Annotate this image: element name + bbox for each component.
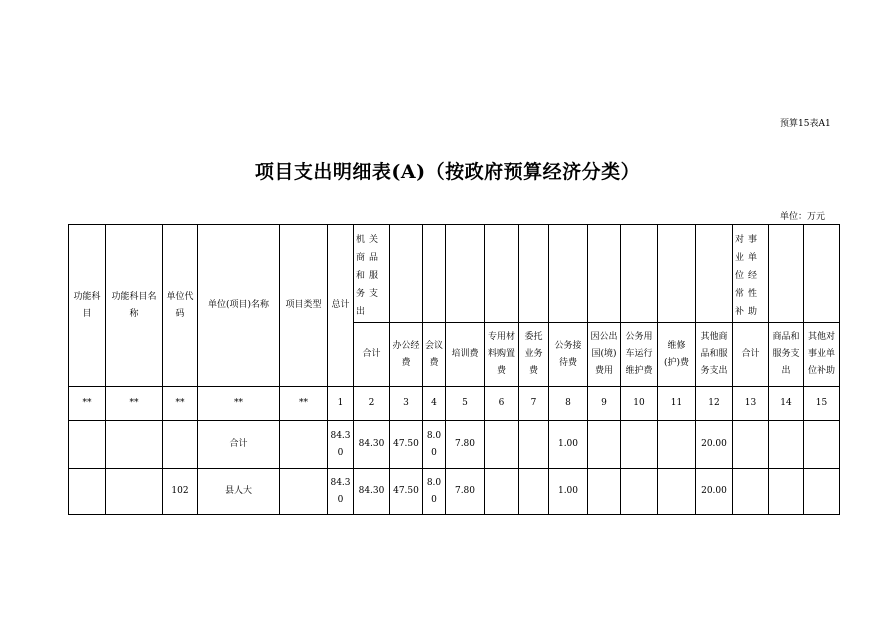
index-cell: ** xyxy=(280,387,328,421)
cell-project-type xyxy=(280,469,328,515)
cell-unit-code xyxy=(163,421,198,469)
header-blank xyxy=(423,225,446,323)
header-entrusted: 委托业务费 xyxy=(519,323,549,387)
header-project-type: 项目类型 xyxy=(280,225,328,387)
cell-vehicle xyxy=(621,469,658,515)
header-total: 总计 xyxy=(328,225,354,387)
header-meeting: 会议费 xyxy=(423,323,446,387)
index-cell: ** xyxy=(198,387,280,421)
index-cell: 9 xyxy=(588,387,621,421)
index-cell: 7 xyxy=(519,387,549,421)
cell-unit-code: 102 xyxy=(163,469,198,515)
cell-other-subsidy xyxy=(804,421,840,469)
cell-abroad xyxy=(588,421,621,469)
cell-goods-services xyxy=(769,421,804,469)
index-cell: 5 xyxy=(446,387,485,421)
cell-func-subject-name xyxy=(106,469,163,515)
header-subsidy-subtotal: 合计 xyxy=(733,323,769,387)
page-title: 项目支出明细表(A)（按政府预算经济分类） xyxy=(254,161,641,183)
cell-abroad xyxy=(588,469,621,515)
index-cell: ** xyxy=(106,387,163,421)
index-cell: 12 xyxy=(696,387,733,421)
expenditure-table xyxy=(68,224,840,515)
header-blank xyxy=(804,225,840,323)
form-number: 预算15表A1 xyxy=(780,119,831,129)
cell-reception: 1.00 xyxy=(549,421,588,469)
header-blank xyxy=(485,225,519,323)
cell-meeting: 8.00 xyxy=(423,469,446,515)
header-other-subsidy: 其他对事业单位补助 xyxy=(804,323,840,387)
cell-func-subject-name xyxy=(106,421,163,469)
header-training: 培训费 xyxy=(446,323,485,387)
header-blank xyxy=(588,225,621,323)
cell-maintenance xyxy=(658,469,696,515)
header-vehicle: 公务用车运行维护费 xyxy=(621,323,658,387)
cell-goods-services xyxy=(769,469,804,515)
index-cell: 1 xyxy=(328,387,354,421)
cell-project-type xyxy=(280,421,328,469)
cell-other-goods: 20.00 xyxy=(696,469,733,515)
header-blank xyxy=(446,225,485,323)
cell-vehicle xyxy=(621,421,658,469)
cell-training: 7.80 xyxy=(446,469,485,515)
header-abroad: 因公出国(境)费用 xyxy=(588,323,621,387)
index-cell: 4 xyxy=(423,387,446,421)
index-cell: 3 xyxy=(390,387,423,421)
cell-name: 县人大 xyxy=(198,469,280,515)
header-materials: 专用材料购置费 xyxy=(485,323,519,387)
index-cell: ** xyxy=(163,387,198,421)
cell-subtotal: 84.30 xyxy=(354,421,390,469)
cell-entrusted xyxy=(519,421,549,469)
index-cell: 8 xyxy=(549,387,588,421)
header-agency-goods-services: 机关商品和服务支出 xyxy=(354,225,390,323)
header-blank xyxy=(621,225,658,323)
index-cell: 14 xyxy=(769,387,804,421)
index-cell: 6 xyxy=(485,387,519,421)
header-blank xyxy=(549,225,588,323)
header-blank xyxy=(390,225,423,323)
cell-materials xyxy=(485,421,519,469)
cell-entrusted xyxy=(519,469,549,515)
cell-materials xyxy=(485,469,519,515)
table-row xyxy=(69,421,840,469)
header-other-goods: 其他商品和服务支出 xyxy=(696,323,733,387)
cell-training: 7.80 xyxy=(446,421,485,469)
index-cell: 11 xyxy=(658,387,696,421)
cell-meeting: 8.00 xyxy=(423,421,446,469)
header-office: 办公经费 xyxy=(390,323,423,387)
header-maintenance: 维修(护)费 xyxy=(658,323,696,387)
header-unit-code: 单位代码 xyxy=(163,225,198,387)
cell-total: 84.30 xyxy=(328,421,354,469)
index-cell: ** xyxy=(69,387,106,421)
header-func-subject-name: 功能科目名称 xyxy=(106,225,163,387)
table-row xyxy=(69,469,840,515)
header-func-subject: 功能科目 xyxy=(69,225,106,387)
header-subsidy-public: 对事业单位经常性补助 xyxy=(733,225,769,323)
cell-subtotal: 84.30 xyxy=(354,469,390,515)
header-blank xyxy=(769,225,804,323)
cell-subsidy-subtotal xyxy=(733,421,769,469)
header-blank xyxy=(519,225,549,323)
cell-other-subsidy xyxy=(804,469,840,515)
cell-reception: 1.00 xyxy=(549,469,588,515)
header-unit-project-name: 单位(项目)名称 xyxy=(198,225,280,387)
unit-label: 单位：万元 xyxy=(780,212,826,222)
index-cell: 15 xyxy=(804,387,840,421)
cell-name: 合计 xyxy=(198,421,280,469)
index-cell: 13 xyxy=(733,387,769,421)
header-blank xyxy=(658,225,696,323)
cell-func-subject xyxy=(69,421,106,469)
cell-other-goods: 20.00 xyxy=(696,421,733,469)
header-row-1 xyxy=(69,225,840,323)
cell-func-subject xyxy=(69,469,106,515)
header-blank xyxy=(696,225,733,323)
index-cell: 10 xyxy=(621,387,658,421)
header-goods-services: 商品和服务支出 xyxy=(769,323,804,387)
cell-subsidy-subtotal xyxy=(733,469,769,515)
index-cell: 2 xyxy=(354,387,390,421)
cell-maintenance xyxy=(658,421,696,469)
cell-office: 47.50 xyxy=(390,469,423,515)
header-reception: 公务接待费 xyxy=(549,323,588,387)
index-row xyxy=(69,387,840,421)
header-subtotal: 合计 xyxy=(354,323,390,387)
cell-total: 84.30 xyxy=(328,469,354,515)
cell-office: 47.50 xyxy=(390,421,423,469)
